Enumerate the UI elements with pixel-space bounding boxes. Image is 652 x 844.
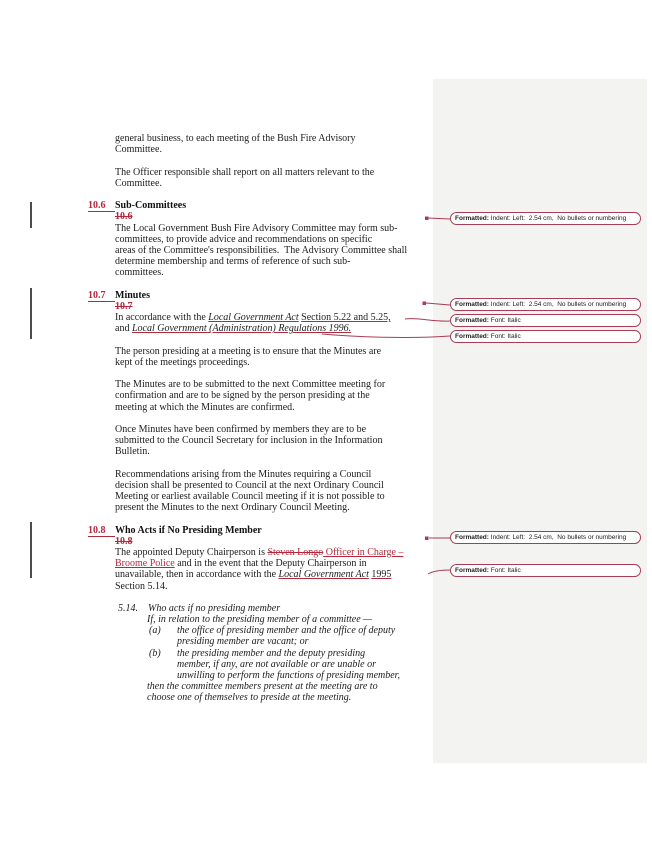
inserted-heading-number: 10.7 — [88, 290, 115, 302]
text-line: If, in relation to the presiding member of a committee — — [147, 614, 373, 626]
formatted-text: 1995 — [371, 569, 392, 581]
text-line: Meeting or earliest available Council meeting if it is not possible to — [115, 491, 385, 502]
text-line: Bulletin. — [115, 446, 150, 458]
italic-formatted-text: Local Government Act — [278, 569, 369, 581]
change-bar — [30, 522, 32, 578]
text-line: member, if any, are not available or are unable or — [177, 658, 376, 670]
inserted-heading-number: 10.6 — [88, 200, 115, 212]
text-line: The Minutes are to be submitted to the next Committee meeting for — [115, 379, 386, 391]
text-line: (b) the presiding member and the deputy presiding — [149, 647, 366, 659]
formatted-callout[interactable] — [450, 531, 641, 544]
italic-formatted-text: Local Government (Administration) Regulations 1996. — [131, 323, 352, 335]
callout-text: Font: Italic — [488, 333, 521, 340]
callout-text: Indent: Left: 2.54 cm, No bullets or numbering — [488, 534, 627, 541]
formatted-text: Section 5.22 and 5.25, — [301, 312, 391, 323]
text-line: Broome Police and in the event that the Deputy Chairperson in — [115, 558, 367, 570]
callout-text: Font: Italic — [488, 567, 521, 574]
callout-text: Indent: Left: 2.54 cm, No bullets or numbering — [488, 215, 627, 222]
document-text-area[interactable] — [88, 133, 444, 704]
text-line: areas of the Committee's responsibilities. The Advisory Committee shall — [115, 244, 408, 256]
heading-title: Who Acts if No Presiding Member — [115, 524, 262, 536]
paragraph — [115, 424, 444, 458]
text-line: Recommendations arising from the Minutes requiring a Council — [115, 468, 372, 480]
inserted-text: Officer in Charge – — [323, 546, 404, 558]
deleted-heading-number: 10.7 — [115, 300, 133, 312]
text-line: (a) the office of presiding member and the office of deputy — [149, 625, 396, 637]
text-line: kept of the meetings proceedings. — [115, 356, 250, 368]
text-line: 5.14. Who acts if no presiding member — [118, 602, 281, 614]
formatted-callout[interactable] — [450, 212, 641, 225]
text-line: unavailable, then in accordance with the Local Government Act 1995 — [115, 569, 392, 581]
heading-title: Sub-Committees — [115, 200, 187, 212]
text-line: Section 5.14. — [115, 580, 168, 592]
deleted-text: Steven Longo — [267, 546, 324, 558]
deleted-heading-number: 10.6 — [115, 211, 133, 223]
text-line: presiding member are vacant; or — [177, 636, 309, 648]
text-line: decision shall be presented to Council at the next Ordinary Council — [115, 479, 384, 491]
text-line: The person presiding at a meeting is to ensure that the Minutes are — [115, 345, 382, 357]
text-line: meeting at which the Minutes are confirmed. — [115, 401, 295, 413]
markup-area — [433, 79, 647, 763]
section-heading-10-7 — [88, 290, 444, 301]
callout-label: Formatted: — [455, 301, 489, 308]
text-line: submitted to the Council Secretary for inclusion in the Information — [115, 435, 383, 447]
text-line: Once Minutes have been confirmed by members they are to be — [115, 423, 367, 435]
paragraph — [115, 133, 444, 155]
callout-text: Font: Italic — [488, 317, 521, 324]
text-line: The appointed Deputy Chairperson is Steven Longo Officer in Charge – — [115, 546, 404, 558]
italic-formatted-text: Local Government Act — [208, 312, 299, 323]
change-bar — [30, 288, 32, 339]
formatted-callout[interactable] — [450, 330, 641, 343]
inserted-text: Broome Police — [115, 558, 175, 570]
formatted-callout[interactable] — [450, 564, 641, 577]
legislation-quote-block — [88, 603, 444, 704]
paragraph — [115, 379, 444, 413]
list-item-label: (a) — [149, 625, 161, 637]
heading-title: Minutes — [115, 289, 150, 301]
paragraph — [115, 469, 444, 514]
text-line: The Local Government Bush Fire Advisory Committee may form sub- — [115, 222, 398, 234]
text-line: Committee. — [115, 177, 162, 189]
callout-label: Formatted: — [455, 534, 489, 541]
paragraph — [115, 547, 444, 592]
text-line: determine membership and terms of reference of such sub- — [115, 256, 351, 268]
deleted-heading-number: 10.8 — [115, 535, 133, 547]
text-line: The Officer responsible shall report on all matters relevant to the — [115, 166, 375, 178]
text-line: In accordance with the Local Government Act Section 5.22 and 5.25, — [115, 312, 391, 323]
paragraph — [115, 167, 444, 189]
quote-clause-number: 5.14. — [118, 602, 138, 614]
callout-label: Formatted: — [455, 317, 489, 324]
change-bar — [30, 202, 32, 228]
text-line: general business, to each meeting of the Bush Fire Advisory — [115, 133, 356, 144]
text-line: present the Minutes to the next Ordinary Council Meeting. — [115, 502, 350, 514]
callout-label: Formatted: — [455, 567, 489, 574]
formatted-callout[interactable] — [450, 298, 641, 311]
paragraph — [115, 312, 444, 334]
list-item-label: (b) — [149, 647, 161, 659]
text-line: then the committee members present at the meeting are to — [147, 681, 378, 693]
callout-text: Indent: Left: 2.54 cm, No bullets or numbering — [488, 301, 627, 308]
text-line: choose one of themselves to preside at the meeting. — [147, 692, 352, 704]
text-line: committees. — [115, 267, 164, 279]
text-line: Committee. — [115, 144, 162, 156]
inserted-heading-number: 10.8 — [88, 525, 115, 537]
callout-label: Formatted: — [455, 215, 489, 222]
text-line: and Local Government (Administration) Regulations 1996. — [115, 323, 352, 335]
text-line: confirmation and are to be signed by the person presiding at the — [115, 390, 370, 402]
text-line: unwilling to perform the functions of presiding member, — [177, 670, 400, 681]
paragraph — [115, 346, 444, 368]
callout-label: Formatted: — [455, 333, 489, 340]
section-heading-10-6 — [88, 200, 444, 211]
text-line: committees, to provide advice and recommendations on specific — [115, 233, 373, 245]
paragraph — [115, 223, 444, 279]
section-heading-10-8 — [88, 525, 444, 536]
formatted-callout[interactable] — [450, 314, 641, 327]
